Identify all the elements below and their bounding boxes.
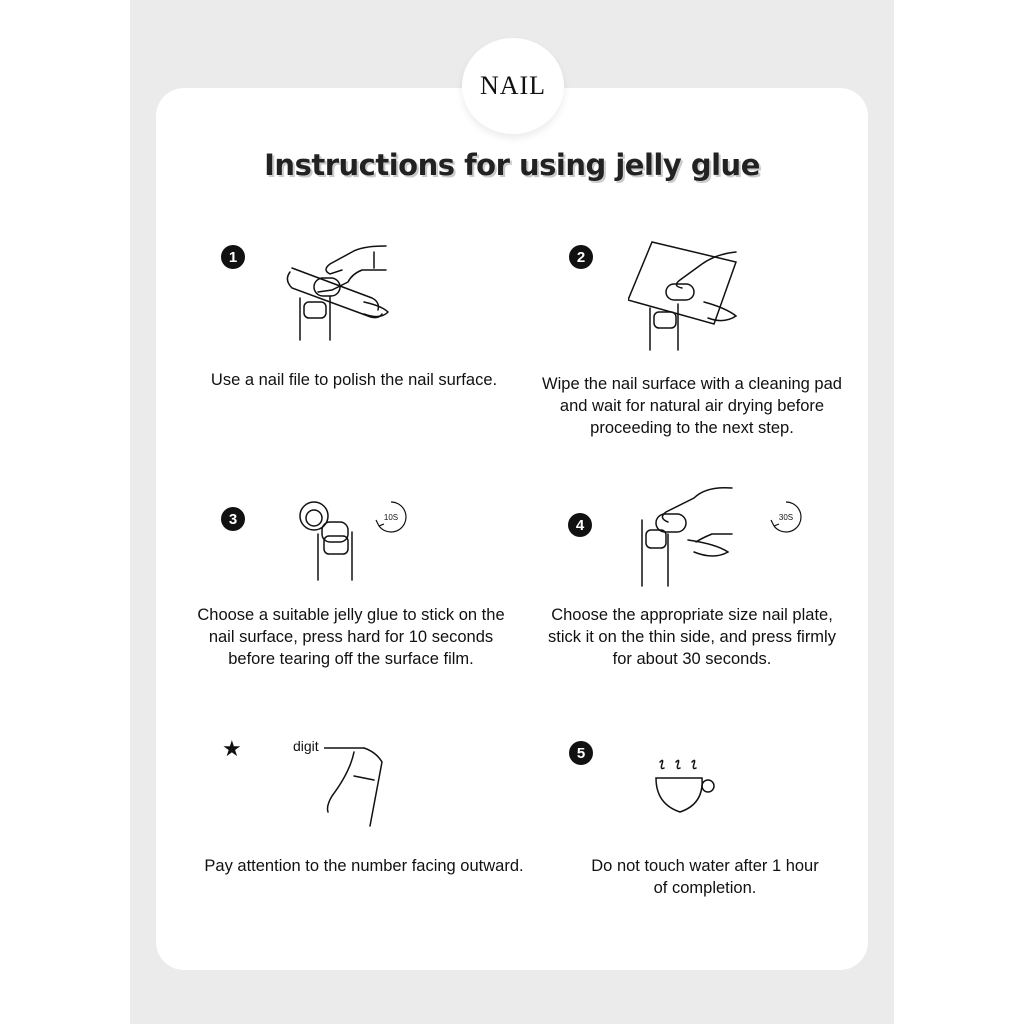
step-5-caption: Do not touch water after 1 hour of completion. (591, 857, 819, 897)
step-4-marker: 4 (568, 513, 592, 537)
timer-icon (371, 500, 411, 534)
timer-30-label: 30S (778, 513, 794, 522)
brand-badge: NAIL (462, 38, 564, 134)
tip-caption: Pay attention to the number facing outward. (204, 857, 524, 875)
step-1-marker: 1 (221, 245, 245, 269)
hand-filing-icon (282, 240, 394, 346)
step-5-marker: 5 (569, 741, 593, 765)
nail-press-icon (636, 486, 736, 588)
hand-wiping-icon (628, 238, 740, 352)
glue-press-icon (294, 496, 366, 582)
star-icon: ★ (222, 736, 242, 761)
timer-icon (766, 500, 806, 534)
digit-pointer-label: digit (293, 738, 319, 754)
step-3-marker: 3 (221, 507, 245, 531)
step-2-caption: Wipe the nail surface with a cleaning pad and wait for natural air drying before proceeding to the next step. (542, 375, 842, 437)
coffee-cup-icon (652, 756, 722, 820)
instruction-card (156, 88, 868, 970)
nail-digit-icon (324, 742, 388, 832)
step-4-caption: Choose the appropriate size nail plate, stick it on the thin side, and press firmly for about 30 seconds. (548, 606, 836, 668)
page-title: Instructions for using jelly glue (264, 148, 760, 182)
step-3-caption: Choose a suitable jelly glue to stick on the nail surface, press hard for 10 seconds before tearing off the surface film. (197, 606, 505, 668)
step-1-caption: Use a nail file to polish the nail surface. (210, 371, 498, 389)
step-2-marker: 2 (569, 245, 593, 269)
timer-10-label: 10S (383, 513, 399, 522)
